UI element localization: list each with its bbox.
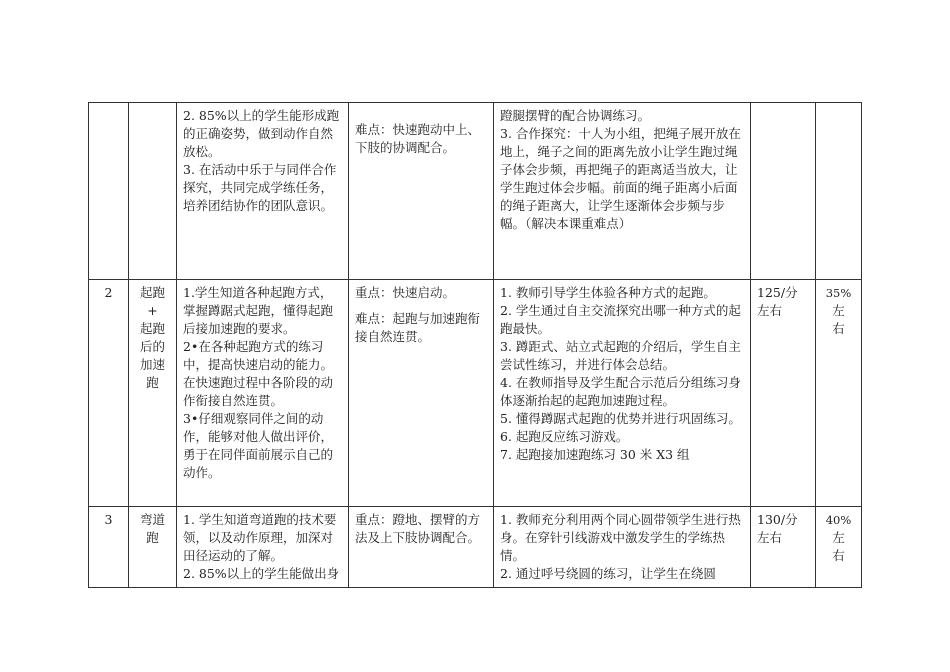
topic-line: 加速: [139, 357, 165, 372]
density-cell: [816, 507, 862, 588]
difficulty-text: 难点：快速跑动中上、下肢的协调配合。: [355, 122, 481, 155]
process-item: 蹬腿摆臂的配合协调练习。: [500, 108, 651, 123]
key-point-text: 重点：蹬地、摆臂的方法及上下肢协调配合。: [355, 512, 481, 545]
process-item: 2. 学生通过自主交流探究出哪一种方式的起跑最快。: [500, 303, 741, 336]
process-item: 4. 在教师指导及学生配合示范后分组练习身体逐渐抬起的起跑加速跑过程。: [500, 375, 741, 408]
difficulty-text: 难点：起跑与加速跑衔接自然连贯。: [355, 311, 481, 344]
topic-line: 跑: [146, 530, 159, 545]
process-item: 3. 合作探究：十人为小组，把绳子展开放在地上，绳子之间的距离先放小让学生跑过绳子体会步频，再把绳子的距离适当放大，让学生跑过体会步幅。前面的绳子距离小后面的绳子距离大，让学生逐渐体会步频与步幅。（解决本课重难点）: [500, 126, 741, 231]
goal-item: 2. 85%以上的学生能做出身: [183, 566, 340, 581]
topic-cell: [129, 507, 177, 588]
focus-cell: [349, 280, 494, 507]
topic-cell: [129, 103, 177, 280]
process-item: 2. 通过呼号绕圆的练习，让学生在绕圆: [500, 566, 716, 581]
focus-cell: [349, 507, 494, 588]
row-number-cell: [89, 103, 129, 280]
goal-item: 3. 在活动中乐于与同伴合作探究，共同完成学练任务，培养团结协作的团队意识。: [183, 162, 337, 213]
goals-cell: [177, 280, 349, 507]
key-point-text: 重点：快速启动。: [355, 285, 456, 300]
row-number-cell: 2: [89, 280, 129, 507]
topic-line: 弯道: [139, 512, 165, 527]
process-item: 6. 起跑反应练习游戏。: [500, 429, 629, 444]
density-word: 右: [832, 548, 845, 563]
process-item: 5. 懂得蹲踞式起跑的优势并进行巩固练习。: [500, 411, 741, 426]
topic-line: 起跑: [139, 321, 165, 336]
goal-item: 2. 85%以上的学生能形成跑的正确姿势，做到动作自然放松。: [183, 108, 340, 159]
topic-cell: [129, 280, 177, 507]
time-cell: 130/分左右: [751, 507, 816, 588]
goal-item: 1. 学生知道弯道跑的技术要领，以及动作原理，加深对田径运动的了解。: [183, 512, 337, 563]
focus-cell: [349, 103, 494, 280]
topic-line: 跑: [146, 375, 159, 390]
process-cell: [494, 103, 751, 280]
process-item: 7. 起跑接加速跑练习 30 米 X3 组: [500, 447, 690, 462]
process-item: 1. 教师引导学生体验各种方式的起跑。: [500, 285, 716, 300]
density-word: 右: [832, 321, 845, 336]
process-item: 1. 教师充分利用两个同心圆带领学生进行热身。在穿针引线游戏中激发学生的学练热情。: [500, 512, 741, 563]
goals-cell: [177, 507, 349, 588]
density-percent: 35%: [825, 286, 852, 300]
density-word: 左: [832, 530, 845, 545]
table-row: [89, 280, 862, 507]
goal-item: 2•在各种起跑方式的练习中，提高快速启动的能力。在快速跑过程中各阶段的动作衔接自然连贯。: [183, 339, 334, 408]
goal-item: 3•仔细观察同伴之间的动作，能够对他人做出评价，勇于在同伴面前展示自己的动作。: [183, 411, 334, 480]
topic-line: 后的: [139, 339, 165, 354]
goal-item: 1.学生知道各种起跑方式，掌握蹲踞式起跑，懂得起跑后接加速跑的要求。: [183, 285, 334, 336]
time-cell: 125/分左右: [751, 280, 816, 507]
density-word: 左: [832, 303, 845, 318]
time-cell: [751, 103, 816, 280]
goals-cell: [177, 103, 349, 280]
density-cell: [816, 103, 862, 280]
row-number-cell: 3: [89, 507, 129, 588]
density-percent: 40%: [825, 513, 852, 527]
topic-line: 起跑+: [139, 285, 165, 318]
table-row: [89, 103, 862, 280]
process-item: 3. 蹲距式、站立式起跑的介绍后，学生自主尝试性练习，并进行体会总结。: [500, 339, 741, 372]
process-cell: [494, 280, 751, 507]
table-row: [89, 507, 862, 588]
lesson-plan-table: [88, 102, 862, 588]
density-cell: [816, 280, 862, 507]
process-cell: [494, 507, 751, 588]
